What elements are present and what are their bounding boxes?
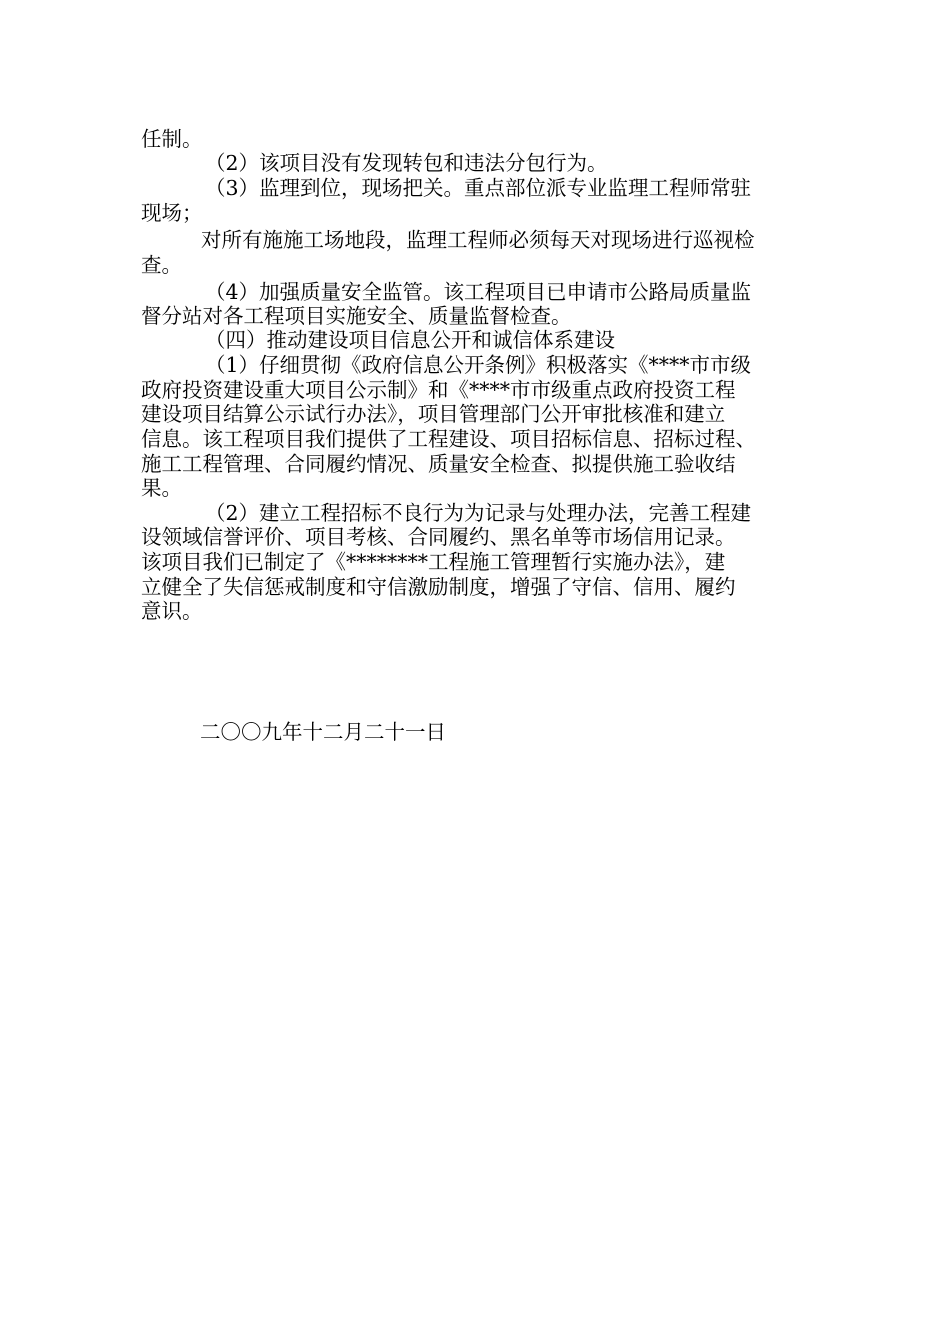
- text-line: （1）仔细贯彻《政府信息公开条例》积极落实《****市市级: [205, 353, 752, 377]
- text-line: 政府投资建设重大项目公示制》和《****市市级重点政府投资工程: [141, 378, 736, 402]
- text-line: （2）该项目没有发现转包和违法分包行为。: [205, 151, 608, 175]
- text-line: 设领域信誉评价、项目考核、合同履约、黑名单等市场信用记录。: [141, 525, 736, 549]
- text-line: 施工工程管理、合同履约情况、质量安全检查、拟提供施工验收结: [141, 452, 736, 476]
- text-line: 意识。: [141, 599, 203, 623]
- text-line: 现场；: [141, 201, 203, 225]
- text-line: 督分站对各工程项目实施安全、质量监督检查。: [141, 304, 572, 328]
- text-line: 建设项目结算公示试行办法》，项目管理部门公开审批核准和建立: [141, 402, 726, 426]
- text-line: 立健全了失信惩戒制度和守信激励制度，增强了守信、信用、履约: [141, 575, 736, 599]
- text-line: （2）建立工程招标不良行为为记录与处理办法，完善工程建: [205, 501, 752, 525]
- text-line: 任制。: [141, 127, 203, 151]
- text-line: （4）加强质量安全监管。该工程项目已申请市公路局质量监: [205, 280, 752, 304]
- document-date: 二〇〇九年十二月二十一日: [200, 720, 446, 744]
- text-line: 果。: [141, 476, 182, 500]
- text-line: 信息。该工程项目我们提供了工程建设、项目招标信息、招标过程、: [141, 427, 756, 451]
- text-line: 该项目我们已制定了《********工程施工管理暂行实施办法》，建: [141, 550, 726, 574]
- text-line: 对所有施施工场地段，监理工程师必须每天对现场进行巡视检: [201, 228, 755, 252]
- text-line: （3）监理到位，现场把关。重点部位派专业监理工程师常驻: [205, 176, 752, 200]
- text-line: 查。: [141, 253, 182, 277]
- section-heading: （四）推动建设项目信息公开和诚信体系建设: [205, 328, 615, 352]
